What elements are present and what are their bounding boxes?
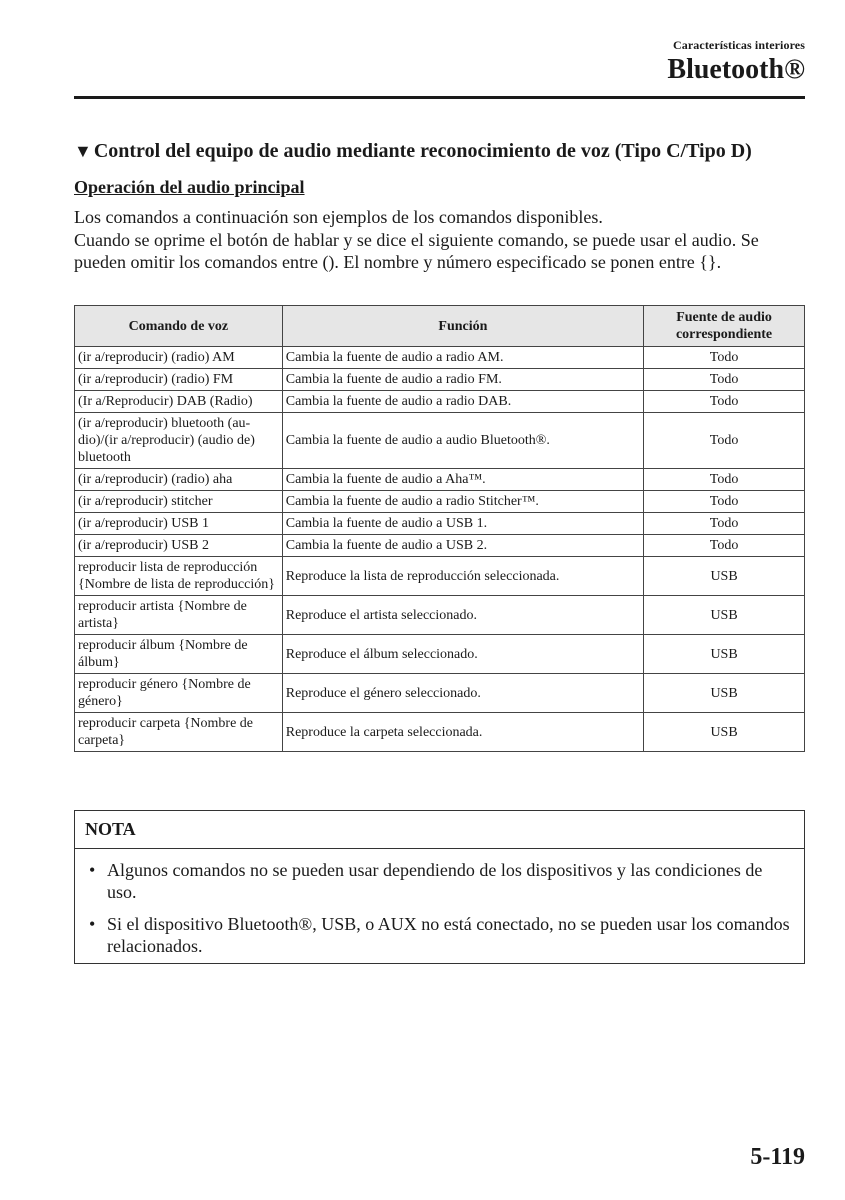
cell-source: Todo <box>644 513 805 535</box>
header-section-label: Características interiores <box>673 38 805 52</box>
cell-command: (ir a/reproducir) USB 1 <box>75 513 283 535</box>
cell-command: reproducir carpeta {Nombre de carpeta} <box>75 713 283 752</box>
cell-source: USB <box>644 713 805 752</box>
cell-source: Todo <box>644 469 805 491</box>
cell-command: reproducir lista de reproducción {Nombre de lista de reproducción} <box>75 557 283 596</box>
table-row <box>75 635 805 674</box>
cell-command: reproducir artista {Nombre de artista} <box>75 596 283 635</box>
cell-command: (ir a/reproducir) (radio) aha <box>75 469 283 491</box>
voice-command-table <box>74 305 805 752</box>
intro-text <box>74 206 809 274</box>
header-source: Fuente de audio correspondiente <box>644 306 805 347</box>
table-row <box>75 469 805 491</box>
cell-command: (ir a/reproducir) stitcher <box>75 491 283 513</box>
cell-source: USB <box>644 557 805 596</box>
cell-function: Reproduce el álbum seleccionado. <box>282 635 643 674</box>
triangle-down-icon: ▼ <box>74 141 92 161</box>
cell-function: Reproduce la carpeta seleccionada. <box>282 713 643 752</box>
bullet-icon: • <box>89 860 96 880</box>
cell-source: Todo <box>644 413 805 469</box>
note-item <box>89 913 792 957</box>
table-row <box>75 347 805 369</box>
cell-command: reproducir género {Nombre de género} <box>75 674 283 713</box>
cell-function: Cambia la fuente de audio a radio DAB. <box>282 391 643 413</box>
table-row <box>75 413 805 469</box>
table-row <box>75 391 805 413</box>
intro-line-2: Cuando se oprime el botón de hablar y se dice el siguiente comando, se puede usar el audio. Se pueden omitir los comandos entre (). El nombre y número especificado se ponen entre {}. <box>74 229 759 272</box>
table-header-row <box>75 306 805 347</box>
note-item <box>89 859 792 903</box>
header-title: Bluetooth® <box>667 54 805 85</box>
cell-function: Cambia la fuente de audio a audio Bluetooth®. <box>282 413 643 469</box>
cell-source: USB <box>644 674 805 713</box>
cell-function: Cambia la fuente de audio a radio FM. <box>282 369 643 391</box>
cell-source: USB <box>644 635 805 674</box>
subheading: Operación del audio principal <box>74 177 305 197</box>
table-row <box>75 713 805 752</box>
intro-line-1: Los comandos a continuación son ejemplos de los comandos disponibles. <box>74 207 603 227</box>
cell-command: (Ir a/Reproducir) DAB (Radio) <box>75 391 283 413</box>
cell-source: Todo <box>644 347 805 369</box>
note-item-text: Si el dispositivo Bluetooth®, USB, o AUX no está conectado, no se pueden usar los comandos relacionados. <box>107 914 790 956</box>
header-function: Función <box>282 306 643 347</box>
cell-source: Todo <box>644 369 805 391</box>
cell-function: Reproduce el artista seleccionado. <box>282 596 643 635</box>
cell-function: Cambia la fuente de audio a Aha™. <box>282 469 643 491</box>
header-divider <box>74 96 805 99</box>
table-row <box>75 513 805 535</box>
page-number: 5-119 <box>750 1144 805 1170</box>
cell-command: (ir a/reproducir) bluetooth (audio)/(ir a/reproducir) (audio de) bluetooth <box>75 413 283 469</box>
table-row <box>75 557 805 596</box>
bullet-icon: • <box>89 914 96 934</box>
cell-command: (ir a/reproducir) (radio) FM <box>75 369 283 391</box>
section-heading-text: Control del equipo de audio mediante reconocimiento de voz (Tipo C/Tipo D) <box>93 140 752 162</box>
table-row <box>75 596 805 635</box>
note-list <box>75 859 804 957</box>
cell-source: USB <box>644 596 805 635</box>
cell-function: Reproduce la lista de reproducción seleccionada. <box>282 557 643 596</box>
note-box <box>74 810 805 964</box>
table-row <box>75 535 805 557</box>
note-title: NOTA <box>75 811 804 849</box>
cell-function: Cambia la fuente de audio a radio AM. <box>282 347 643 369</box>
header-command: Comando de voz <box>75 306 283 347</box>
cell-command: (ir a/reproducir) USB 2 <box>75 535 283 557</box>
table-row <box>75 674 805 713</box>
cell-function: Cambia la fuente de audio a USB 1. <box>282 513 643 535</box>
cell-function: Cambia la fuente de audio a radio Stitcher™. <box>282 491 643 513</box>
cell-source: Todo <box>644 535 805 557</box>
table-row <box>75 369 805 391</box>
note-item-text: Algunos comandos no se pueden usar dependiendo de los dispositivos y las condiciones de uso. <box>107 860 763 902</box>
cell-function: Reproduce el género seleccionado. <box>282 674 643 713</box>
cell-source: Todo <box>644 391 805 413</box>
cell-source: Todo <box>644 491 805 513</box>
section-heading <box>74 140 752 163</box>
cell-command: (ir a/reproducir) (radio) AM <box>75 347 283 369</box>
cell-command: reproducir álbum {Nombre de álbum} <box>75 635 283 674</box>
cell-function: Cambia la fuente de audio a USB 2. <box>282 535 643 557</box>
table-row <box>75 491 805 513</box>
